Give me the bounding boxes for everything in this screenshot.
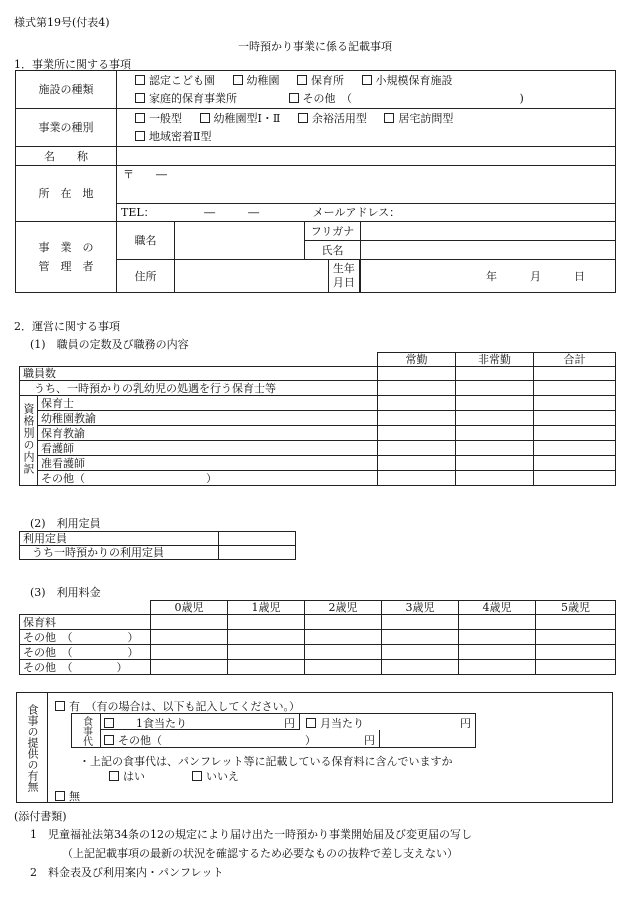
qual-cell[interactable] — [378, 411, 456, 426]
staff-count-total[interactable] — [534, 367, 616, 381]
col-age1: 1歳児 — [228, 601, 305, 615]
qual-row-label: 准看護師 — [38, 456, 378, 471]
qual-row-label: 保育教諭 — [38, 426, 378, 441]
checkbox-icon[interactable] — [135, 113, 145, 123]
business-kindergarten-option[interactable]: 幼稚園型Ⅰ・Ⅱ — [200, 110, 281, 128]
col-age5: 5歳児 — [536, 601, 616, 615]
qual-row-label: 看護師 — [38, 441, 378, 456]
col-age2: 2歳児 — [305, 601, 382, 615]
fee-cell[interactable] — [305, 615, 382, 630]
birthdate-field[interactable]: 年 月 日 — [361, 260, 616, 293]
facility-hoikusho-option[interactable]: 保育所 — [297, 72, 344, 90]
fee-cell[interactable] — [228, 615, 305, 630]
capacity-table — [19, 531, 296, 560]
name-field[interactable] — [117, 147, 616, 166]
qual-cell[interactable] — [456, 426, 534, 441]
business-type-label: 事業の種別 — [16, 109, 117, 147]
col-age4: 4歳児 — [459, 601, 536, 615]
business-home-visit-option[interactable]: 居宅訪問型 — [384, 110, 453, 128]
close-paren: ) — [519, 91, 524, 105]
meal-other-label: その他（ ） — [118, 734, 316, 747]
fee-row-label: その他 （ ） — [20, 630, 151, 645]
job-title-field[interactable] — [175, 222, 305, 260]
fee-cell[interactable] — [459, 630, 536, 645]
facility-other-option[interactable]: その他 （ — [289, 90, 353, 108]
fee-cell[interactable] — [382, 615, 459, 630]
meal-fee-box — [71, 713, 476, 748]
fee-cell[interactable] — [459, 660, 536, 675]
checkbox-icon[interactable] — [298, 113, 308, 123]
fee-cell[interactable] — [382, 645, 459, 660]
checkbox-icon[interactable] — [306, 718, 316, 728]
facility-small-option[interactable]: 小規模保育施設 — [362, 72, 453, 90]
tel-label: TEL： — [121, 206, 155, 219]
checkbox-icon[interactable] — [109, 771, 119, 781]
col-age3: 3歳児 — [382, 601, 459, 615]
fees-corner — [20, 601, 151, 615]
facility-youchien-option[interactable]: 幼稚園 — [233, 72, 280, 90]
checkbox-icon[interactable] — [384, 113, 394, 123]
meal-label-cell — [17, 693, 48, 802]
fee-cell[interactable] — [536, 615, 616, 630]
meal-fee-label: 食事代 — [80, 715, 92, 746]
qual-cell[interactable] — [456, 441, 534, 456]
qual-cell[interactable] — [456, 456, 534, 471]
contact-line — [117, 204, 615, 221]
qualification-label: 資格別の内訳 — [20, 396, 38, 486]
yen-label: 円 — [460, 717, 471, 730]
fee-cell[interactable] — [228, 630, 305, 645]
email-label: メールアドレス： — [312, 206, 401, 219]
staff-count-label: 職員数 — [20, 367, 378, 381]
business-type-options — [117, 109, 616, 147]
fee-row-label: 保育料 — [20, 615, 151, 630]
facility-katei-option[interactable]: 家庭的保育事業所 — [135, 90, 237, 108]
staff-subcount-total[interactable] — [534, 381, 616, 396]
checkbox-icon[interactable] — [233, 75, 243, 85]
qual-cell[interactable] — [378, 456, 456, 471]
qual-cell[interactable] — [456, 396, 534, 411]
furigana-label: フリガナ — [305, 222, 361, 241]
fee-cell[interactable] — [228, 660, 305, 675]
checkbox-icon[interactable] — [135, 131, 145, 141]
fee-cell[interactable] — [382, 630, 459, 645]
fee-row-label: その他 （ ） — [20, 660, 151, 675]
fees-heading: (3) 利用料金 — [30, 586, 101, 599]
staff-heading: (1) 職員の定数及び職務の内容 — [30, 338, 189, 351]
fee-cell[interactable] — [305, 630, 382, 645]
staff-count-parttime[interactable] — [456, 367, 534, 381]
job-title-label: 職名 — [117, 222, 175, 260]
staff-table — [19, 352, 616, 486]
capacity-label: 利用定員 — [20, 532, 219, 546]
qual-cell[interactable] — [534, 471, 616, 486]
checkbox-icon[interactable] — [55, 791, 65, 801]
col-total: 合計 — [534, 353, 616, 367]
per-month-field[interactable] — [300, 714, 475, 730]
fee-cell[interactable] — [459, 645, 536, 660]
fee-cell[interactable] — [459, 615, 536, 630]
residence-field[interactable] — [175, 260, 361, 293]
qual-cell[interactable] — [378, 396, 456, 411]
fee-cell[interactable] — [536, 630, 616, 645]
checkbox-icon[interactable] — [200, 113, 210, 123]
business-community-option[interactable]: 地域密着Ⅱ型 — [135, 128, 211, 146]
furigana-field[interactable] — [361, 222, 616, 241]
form-number: 様式第19号(付表4) — [14, 16, 110, 29]
meal-question: ・上記の食事代は、パンフレット等に記載している保育料に含んでいますか — [79, 755, 453, 768]
fee-cell[interactable] — [536, 645, 616, 660]
qual-cell[interactable] — [456, 471, 534, 486]
qual-cell[interactable] — [378, 426, 456, 441]
qual-cell[interactable] — [378, 441, 456, 456]
checkbox-icon[interactable] — [135, 75, 145, 85]
fee-cell[interactable] — [228, 645, 305, 660]
staff-count-fulltime[interactable] — [378, 367, 456, 381]
qual-row-label: その他（ ） — [38, 471, 378, 486]
qual-cell[interactable] — [534, 396, 616, 411]
fee-cell[interactable] — [151, 630, 228, 645]
page-title: 一時預かり事業に係る記載事項 — [238, 40, 392, 53]
yen-label: 円 — [364, 734, 375, 747]
facility-kodomoen-option[interactable]: 認定こども園 — [135, 72, 215, 90]
answer-no-option[interactable]: いいえ — [192, 768, 239, 784]
qual-cell[interactable] — [534, 441, 616, 456]
admin-label: 事 業 の 管 理 者 — [16, 222, 117, 293]
capacity-temp-field[interactable] — [219, 546, 296, 560]
address-label: 所 在 地 — [16, 166, 117, 222]
col-parttime: 非常勤 — [456, 353, 534, 367]
attachment-item-1-note: （上記記載事項の最新の状況を確認するため必要なものの抜粋で差し支えない） — [62, 847, 458, 860]
capacity-field[interactable] — [219, 532, 296, 546]
business-general-option[interactable]: 一般型 — [135, 110, 182, 128]
qual-cell[interactable] — [534, 426, 616, 441]
qual-cell[interactable] — [534, 411, 616, 426]
staff-subcount-fulltime[interactable] — [378, 381, 456, 396]
fee-cell[interactable] — [151, 645, 228, 660]
birth-label: 生年 月日 — [329, 260, 360, 292]
answer-yes-option[interactable]: はい — [109, 768, 145, 784]
business-surplus-option[interactable]: 余裕活用型 — [298, 110, 367, 128]
per-meal-label: 1食当たり — [136, 717, 187, 730]
fee-cell[interactable] — [151, 615, 228, 630]
staff-subcount-label: うち、一時預かりの乳幼児の処遇を行う保育士等 — [20, 381, 378, 396]
facility-table — [15, 70, 616, 293]
qual-row-label: 幼稚園教諭 — [38, 411, 378, 426]
meal-other-field[interactable] — [100, 730, 380, 747]
meal-fee-label-cell — [72, 714, 101, 747]
checkbox-icon[interactable] — [104, 735, 114, 745]
fee-cell[interactable] — [305, 645, 382, 660]
capacity-heading: (2) 利用定員 — [30, 517, 101, 530]
col-fulltime: 常勤 — [378, 353, 456, 367]
qual-cell[interactable] — [378, 471, 456, 486]
postal-line: 〒 ― — [117, 166, 615, 204]
person-name-field[interactable] — [361, 241, 616, 260]
checkbox-icon[interactable] — [289, 93, 299, 103]
staff-subcount-parttime[interactable] — [456, 381, 534, 396]
checkbox-icon[interactable] — [135, 93, 145, 103]
checkbox-icon[interactable] — [192, 771, 202, 781]
meal-no-option[interactable]: 無 — [55, 788, 80, 804]
staff-corner — [20, 353, 378, 367]
checkbox-icon[interactable] — [55, 701, 65, 711]
fee-row-label: その他 （ ） — [20, 645, 151, 660]
fees-table — [19, 600, 616, 675]
address-field[interactable] — [117, 166, 616, 222]
checkbox-icon[interactable] — [297, 75, 307, 85]
yen-label: 円 — [284, 717, 295, 730]
section2-heading: 2．運営に関する事項 — [14, 320, 120, 333]
tel-dashes: ― ― — [204, 206, 260, 219]
fee-cell[interactable] — [305, 660, 382, 675]
meal-section — [16, 692, 613, 803]
fee-cell[interactable] — [536, 660, 616, 675]
meal-yes-option[interactable]: 有 （有の場合は、以下も記入してください。） — [55, 698, 300, 714]
qual-row-label: 保育士 — [38, 396, 378, 411]
col-age0: 0歳児 — [151, 601, 228, 615]
facility-type-label: 施設の種類 — [16, 71, 117, 109]
per-month-label: 月当たり — [320, 717, 364, 730]
checkbox-icon[interactable] — [362, 75, 372, 85]
qual-cell[interactable] — [534, 456, 616, 471]
attachments-heading: (添付書類) — [14, 810, 67, 823]
qual-cell[interactable] — [456, 411, 534, 426]
fee-cell[interactable] — [382, 660, 459, 675]
person-name-label: 氏名 — [305, 241, 361, 260]
attachment-item-2: 2 料金表及び利用案内・パンフレット — [30, 866, 224, 879]
residence-label: 住所 — [117, 260, 175, 293]
checkbox-icon[interactable] — [104, 718, 114, 728]
section1-heading: 1．事業所に関する事項 — [14, 58, 131, 71]
per-meal-field[interactable] — [100, 714, 300, 730]
facility-type-options — [117, 71, 616, 109]
attachment-item-1: 1 児童福祉法第34条の12の規定により届け出た一時預かり事業開始届及び変更届の写し — [30, 828, 472, 841]
meal-label: 食事の提供の有無 — [26, 703, 39, 792]
capacity-temp-label: うち一時預かりの利用定員 — [20, 546, 219, 560]
name-label: 名 称 — [16, 147, 117, 166]
fee-cell[interactable] — [151, 660, 228, 675]
